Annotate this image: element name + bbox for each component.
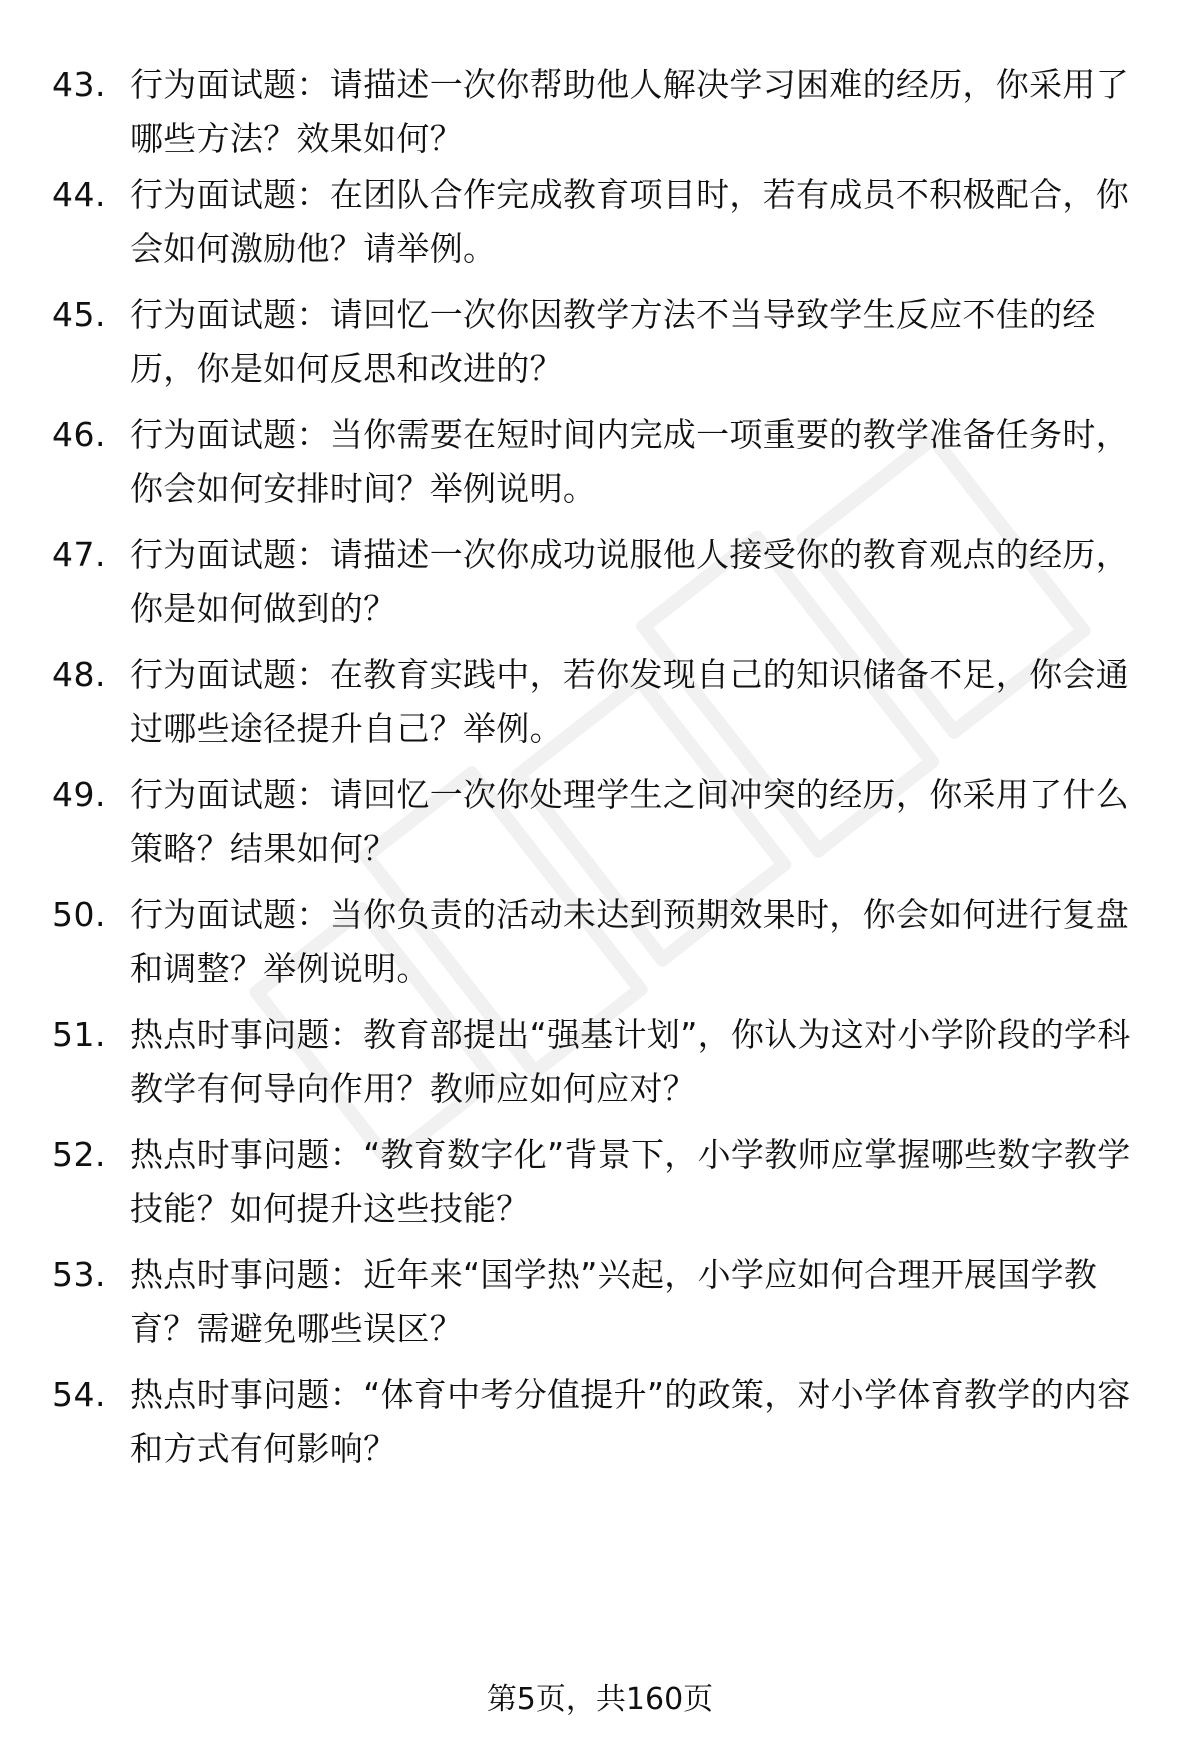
list-item xyxy=(52,648,1152,758)
list-item xyxy=(52,288,1152,398)
question-number: 43. xyxy=(52,65,106,104)
list-item xyxy=(52,1248,1152,1358)
question-number: 49. xyxy=(52,775,106,814)
question-text: 行为面试题：请描述一次你成功说服他人接受你的教育观点的经历，你是如何做到的？ xyxy=(130,535,1129,628)
question-number: 54. xyxy=(52,1375,106,1414)
list-item xyxy=(52,888,1152,998)
question-text: 行为面试题：在教育实践中，若你发现自己的知识储备不足，你会通过哪些途径提升自己？举例。 xyxy=(130,655,1129,748)
question-text: 行为面试题：请回忆一次你因教学方法不当导致学生反应不佳的经历，你是如何反思和改进的？ xyxy=(130,295,1096,388)
question-number: 45. xyxy=(52,295,106,334)
question-text: 热点时事问题：近年来“国学热”兴起，小学应如何合理开展国学教育？需避免哪些误区？ xyxy=(130,1255,1098,1348)
list-item xyxy=(52,528,1152,638)
list-item xyxy=(52,1128,1152,1238)
question-number: 50. xyxy=(52,895,106,934)
question-text: 热点时事问题：教育部提出“强基计划”，你认为这对小学阶段的学科教学有何导向作用？教师应如何应对？ xyxy=(130,1015,1131,1108)
question-number: 46. xyxy=(52,415,106,454)
list-item xyxy=(52,168,1152,278)
question-number: 48. xyxy=(52,655,106,694)
question-text: 热点时事问题：“体育中考分值提升”的政策，对小学体育教学的内容和方式有何影响？ xyxy=(130,1375,1131,1468)
question-text: 行为面试题：当你负责的活动未达到预期效果时，你会如何进行复盘和调整？举例说明。 xyxy=(130,895,1129,988)
question-text: 行为面试题：请回忆一次你处理学生之间冲突的经历，你采用了什么策略？结果如何？ xyxy=(130,775,1129,868)
list-item xyxy=(52,1008,1152,1118)
question-number: 44. xyxy=(52,175,106,214)
question-text: 行为面试题：在团队合作完成教育项目时，若有成员不积极配合，你会如何激励他？请举例。 xyxy=(130,175,1129,268)
question-number: 47. xyxy=(52,535,106,574)
page-footer: 第5页，共160页 xyxy=(486,1682,714,1717)
question-text: 行为面试题：当你需要在短时间内完成一项重要的教学准备任务时，你会如何安排时间？举例说明。 xyxy=(130,415,1129,508)
list-item xyxy=(52,58,1152,168)
question-text: 热点时事问题：“教育数字化”背景下，小学教师应掌握哪些数字教学技能？如何提升这些技能？ xyxy=(130,1135,1131,1228)
question-number: 51. xyxy=(52,1015,106,1054)
list-item xyxy=(52,408,1152,518)
question-text: 行为面试题：请描述一次你帮助他人解决学习困难的经历，你采用了哪些方法？效果如何？ xyxy=(130,65,1129,158)
question-number: 52. xyxy=(52,1135,106,1174)
list-item xyxy=(52,1368,1152,1478)
question-number: 53. xyxy=(52,1255,106,1294)
list-item xyxy=(52,768,1152,878)
